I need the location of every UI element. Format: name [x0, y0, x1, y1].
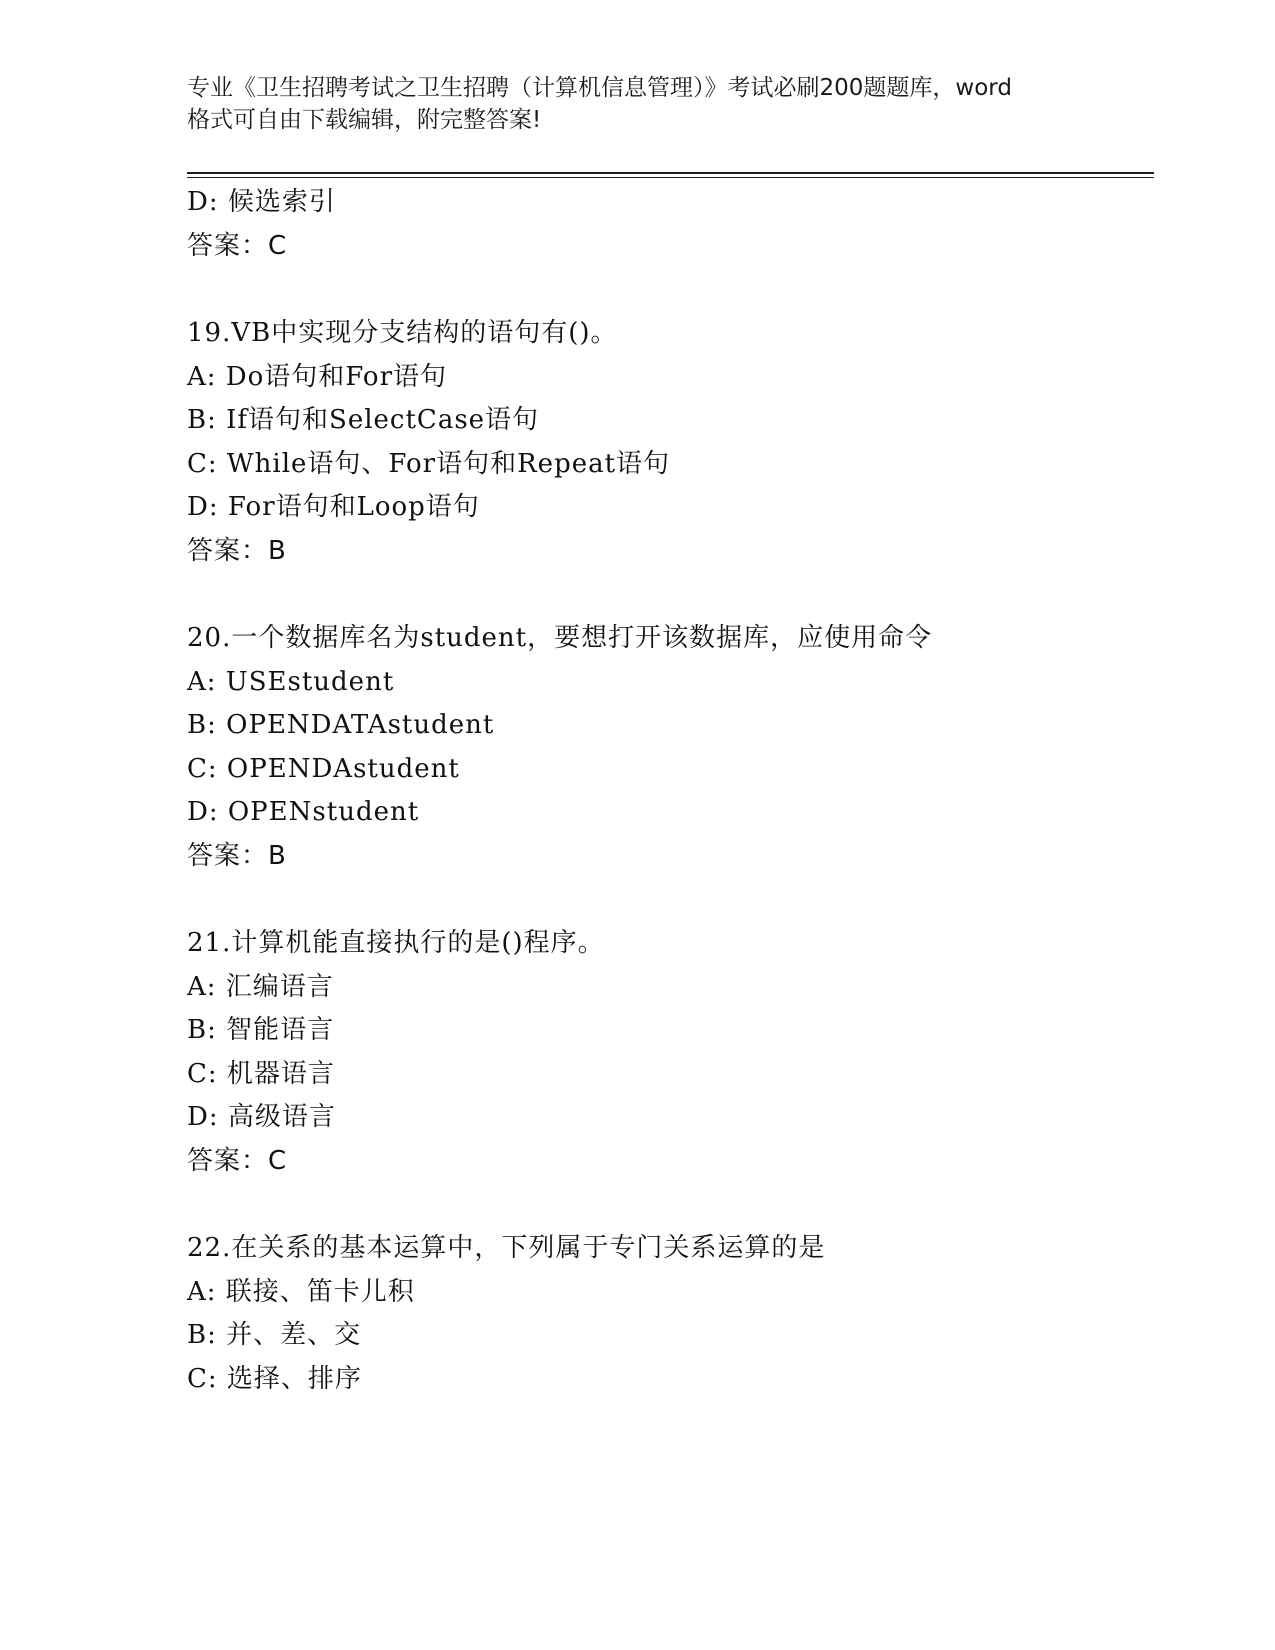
q22-option-c: C: 选择、排序 — [187, 1364, 362, 1394]
q22-option-b: B: 并、差、交 — [187, 1320, 362, 1350]
header-divider-top — [187, 172, 1154, 174]
q21-option-d: D: 高级语言 — [187, 1102, 336, 1132]
q20-option-b: B: OPENDATAstudent — [187, 710, 495, 740]
q22-option-a: A: 联接、笛卡儿积 — [187, 1277, 415, 1307]
q20-answer: 答案：B — [187, 841, 287, 871]
q21-option-a: A: 汇编语言 — [187, 972, 334, 1002]
q21-option-c: C: 机器语言 — [187, 1059, 335, 1089]
q21-stem: 21.计算机能直接执行的是()程序。 — [187, 928, 605, 958]
q20-stem: 20.一个数据库名为student，要想打开该数据库，应使用命令 — [187, 623, 933, 653]
q19-option-d: D: For语句和Loop语句 — [187, 492, 480, 522]
q19-option-a: A: Do语句和For语句 — [187, 362, 448, 392]
q19-stem: 19.VB中实现分支结构的语句有()。 — [187, 318, 618, 348]
q19-option-c: C: While语句、For语句和Repeat语句 — [187, 449, 671, 479]
q20-option-a: A: USEstudent — [187, 667, 395, 697]
header-divider-bottom — [187, 177, 1154, 178]
q20-option-d: D: OPENstudent — [187, 797, 420, 827]
q22-stem: 22.在关系的基本运算中，下列属于专门关系运算的是 — [187, 1233, 826, 1263]
q19-answer: 答案：B — [187, 536, 287, 566]
q18-option-d: D: 候选索引 — [187, 187, 336, 217]
q18-answer: 答案：C — [187, 231, 288, 261]
header-title-line-2: 格式可自由下载编辑，附完整答案! — [187, 107, 542, 133]
q21-answer: 答案：C — [187, 1146, 288, 1176]
q21-option-b: B: 智能语言 — [187, 1015, 335, 1045]
q20-option-c: C: OPENDAstudent — [187, 754, 460, 784]
q19-option-b: B: If语句和SelectCase语句 — [187, 405, 540, 435]
header-title-line-1: 专业《卫生招聘考试之卫生招聘（计算机信息管理）》考试必刷200题题库，word — [187, 75, 1012, 101]
